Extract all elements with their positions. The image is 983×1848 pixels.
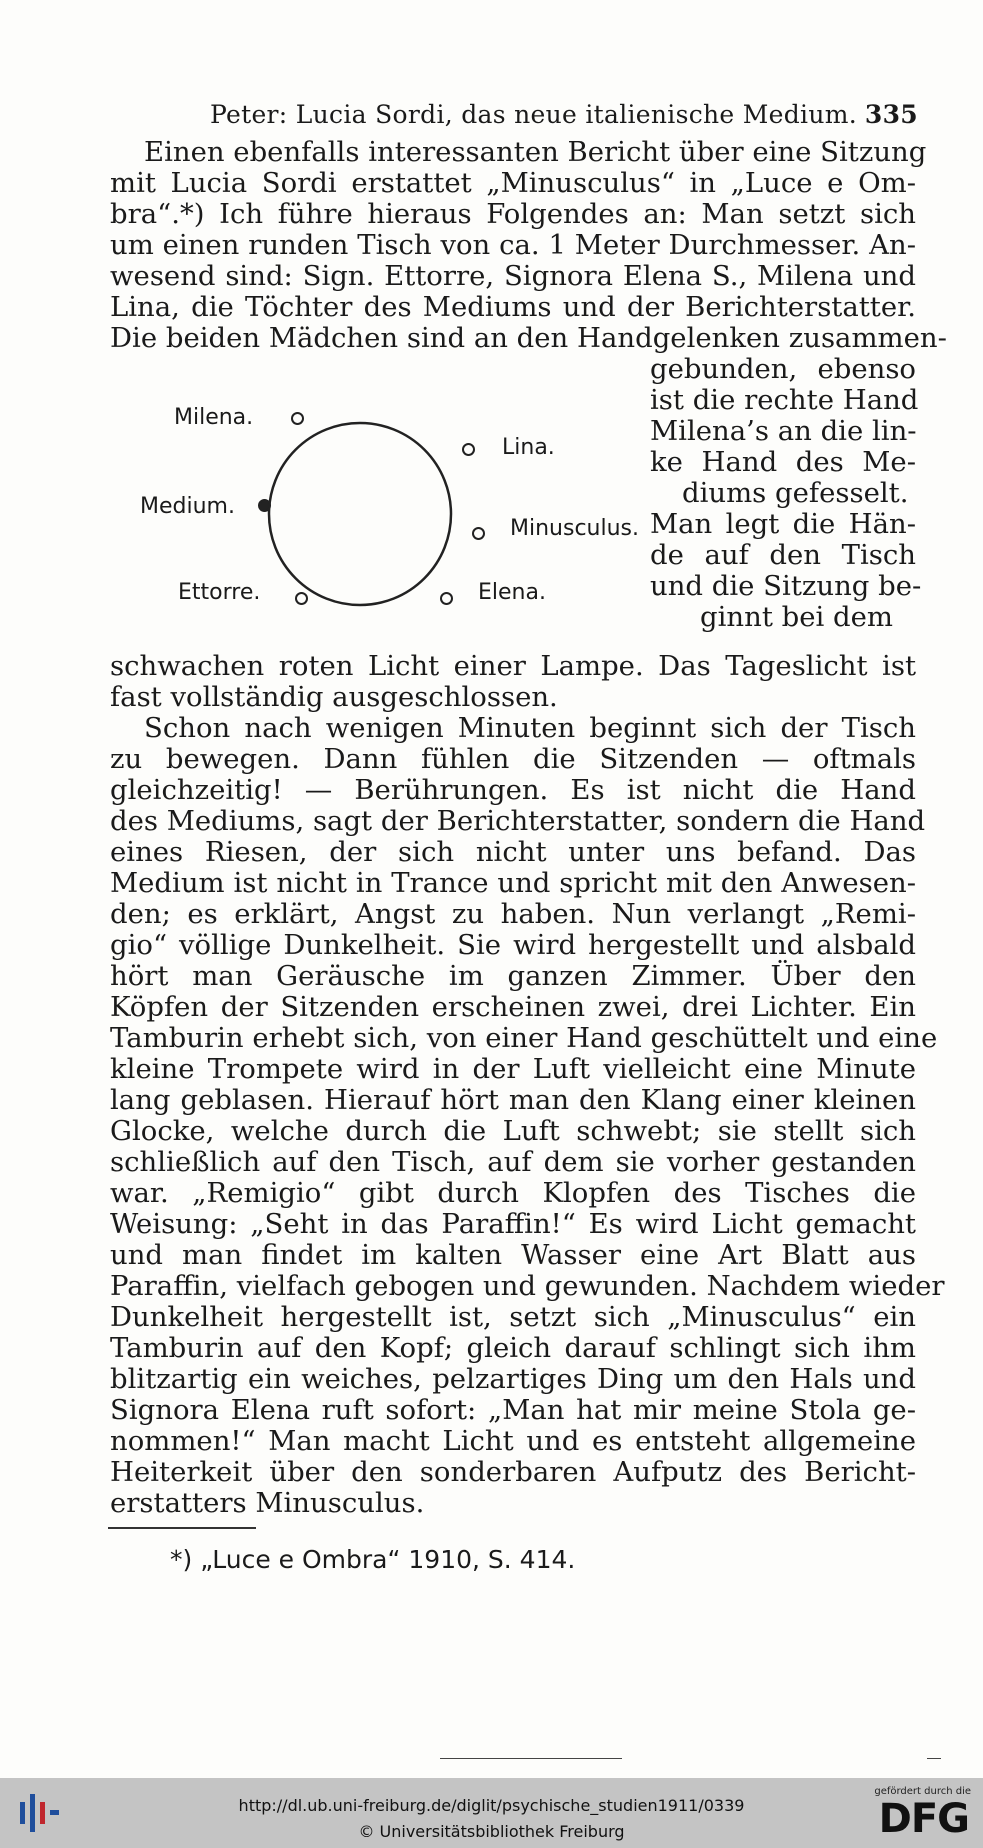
text-line: mit Lucia Sordi erstattet „Minusculus“ in „Luce e Om- — [110, 167, 916, 199]
text-line: und man findet im kalten Wasser eine Art Blatt aus — [110, 1239, 916, 1271]
running-header — [110, 100, 918, 136]
text-line: wesend sind: Sign. Ettorre, Signora Elena S., Milena und — [110, 260, 916, 292]
text-line: Tamburin auf den Kopf; gleich darauf schlingt sich ihm — [110, 1332, 916, 1364]
text-line: bra“.*) Ich führe hieraus Folgendes an: Man setzt sich — [110, 198, 916, 230]
dfg-logo: DFG — [878, 1796, 969, 1842]
seat-medium — [258, 499, 271, 512]
text-line: de auf den Tisch — [650, 539, 916, 571]
running-title: Peter: Lucia Sordi, das neue italienische Medium. — [210, 100, 857, 129]
page-bottom-dash — [927, 1758, 941, 1759]
text-line: schwachen roten Licht einer Lampe. Das Tageslicht ist — [110, 650, 916, 682]
text-line: ist die rechte Hand — [650, 384, 919, 416]
text-line: eines Riesen, der sich nicht unter uns befand. Das — [110, 836, 916, 868]
text-line: Dunkelheit hergestellt ist, setzt sich „Minusculus“ ein — [110, 1301, 916, 1333]
text-line: Die beiden Mädchen sind an den Handgelenken zusammen- — [110, 322, 947, 354]
text-line: zu bewegen. Dann fühlen die Sitzenden — oftmals — [110, 743, 916, 775]
source-url[interactable]: http://dl.ub.uni-freiburg.de/diglit/psychische_studien1911/0339 — [238, 1796, 745, 1815]
footnote: *) „Luce e Ombra“ 1910, S. 414. — [170, 1545, 576, 1574]
text-line: Paraffin, vielfach gebogen und gewunden. Nachdem wieder — [110, 1270, 945, 1302]
page-bottom-rule — [440, 1758, 622, 1759]
seat-label-elena: Elena. — [478, 580, 546, 605]
text-line: Man legt die Hän- — [650, 508, 916, 540]
copyright: © Universitätsbibliothek Freiburg — [358, 1822, 625, 1841]
seat-label-minusculus: Minusculus. — [510, 516, 639, 541]
text-line: Lina, die Töchter des Mediums und der Berichterstatter. — [110, 291, 916, 323]
text-line: um einen runden Tisch von ca. 1 Meter Durchmesser. An- — [110, 229, 916, 261]
text-line: Einen ebenfalls interessanten Bericht über eine Sitzung — [144, 136, 927, 168]
seat-lina — [462, 443, 475, 456]
seating-diagram — [130, 395, 660, 635]
page-number: 335 — [864, 100, 918, 129]
text-line: des Mediums, sagt der Berichterstatter, sondern die Hand — [110, 805, 926, 837]
text-line: hört man Geräusche im ganzen Zimmer. Über den — [110, 960, 916, 992]
text-line: blitzartig ein weiches, pelzartiges Ding um den Hals und — [110, 1363, 916, 1395]
text-line: nommen!“ Man macht Licht und es entsteht allgemeine — [110, 1425, 916, 1457]
text-line: Weisung: „Seht in das Paraffin!“ Es wird Licht gemacht — [110, 1208, 916, 1240]
text-line: kleine Trompete wird in der Luft vielleicht eine Minute — [110, 1053, 916, 1085]
seat-label-medium: Medium. — [140, 494, 235, 519]
text-line: lang geblasen. Hierauf hört man den Klang einer kleinen — [110, 1084, 916, 1116]
text-line: fast vollständig ausgeschlossen. — [110, 681, 558, 713]
text-line: den; es erklärt, Angst zu haben. Nun verlangt „Remi- — [110, 898, 916, 930]
text-line: schließlich auf den Tisch, auf dem sie vorher gestanden — [110, 1146, 916, 1178]
seat-ettorre — [295, 592, 308, 605]
text-line: Schon nach wenigen Minuten beginnt sich der Tisch — [144, 712, 916, 744]
viewer-footer — [0, 1778, 983, 1848]
text-line: Signora Elena ruft sofort: „Man hat mir meine Stola ge- — [110, 1394, 916, 1426]
seat-milena — [291, 412, 304, 425]
text-line: Milena’s an die lin- — [650, 415, 917, 447]
seat-label-milena: Milena. — [174, 405, 254, 430]
text-line: Köpfen der Sitzenden erscheinen zwei, drei Lichter. Ein — [110, 991, 916, 1023]
text-line: Heiterkeit über den sonderbaren Aufputz des Bericht- — [110, 1456, 916, 1488]
seat-elena — [440, 592, 453, 605]
footnote-divider — [108, 1527, 256, 1529]
text-line: Medium ist nicht in Trance und spricht mit den Anwesen- — [110, 867, 916, 899]
text-line: diums gefesselt. — [682, 477, 909, 509]
text-line: gio“ völlige Dunkelheit. Sie wird hergestellt und alsbald — [110, 929, 916, 961]
text-line: ke Hand des Me- — [650, 446, 916, 478]
text-line: erstatters Minusculus. — [110, 1487, 425, 1519]
text-line: gleichzeitig! — Berührungen. Es ist nicht die Hand — [110, 774, 916, 806]
seat-label-ettorre: Ettorre. — [178, 580, 261, 605]
text-line: Tamburin erhebt sich, von einer Hand geschüttelt und eine — [110, 1022, 938, 1054]
text-line: war. „Remigio“ gibt durch Klopfen des Tisches die — [110, 1177, 916, 1209]
funder-note: gefördert durch die — [874, 1786, 971, 1797]
seat-minusculus — [472, 527, 485, 540]
text-line: Glocke, welche durch die Luft schwebt; sie stellt sich — [110, 1115, 916, 1147]
text-line: und die Sitzung be- — [650, 570, 922, 602]
text-line: ginnt bei dem — [700, 601, 893, 633]
text-line: gebunden, ebenso — [650, 353, 916, 385]
seat-label-lina: Lina. — [502, 435, 555, 460]
